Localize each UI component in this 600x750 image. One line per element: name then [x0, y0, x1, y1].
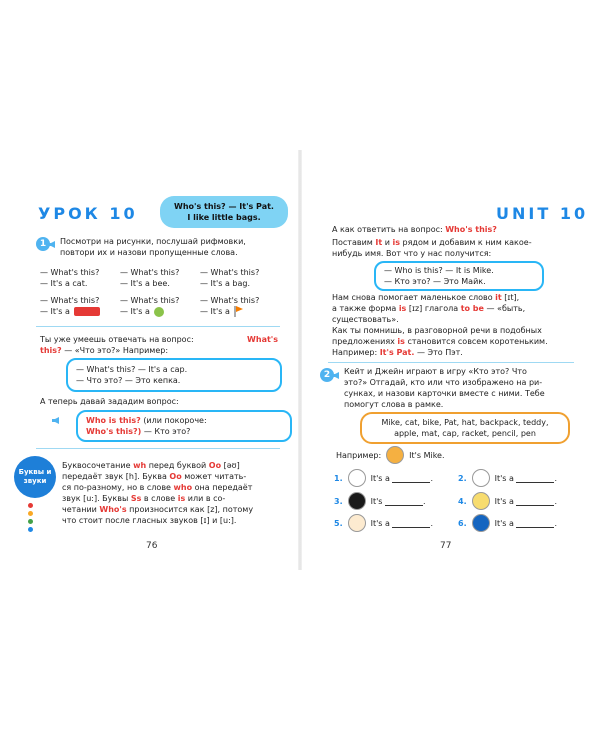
divider [328, 362, 574, 363]
task1-line: Посмотри на рисунки, послушай рифмовки, [60, 237, 246, 246]
text-run: Как ты помнишь, в разговорной речи в подобных [332, 326, 542, 335]
audio-speaker-icon[interactable] [52, 417, 62, 424]
exercise-item-1: 1. It's a . [334, 469, 433, 487]
exercise-item-2: 2. It's a . [458, 469, 557, 487]
red-hat-picture [74, 307, 100, 316]
rhymes-grid [40, 267, 280, 317]
item-picture [472, 469, 490, 487]
answer-blank[interactable] [392, 474, 430, 483]
text-run: звук [u:]. Буквы [62, 494, 131, 503]
highlight-word: Oo [208, 461, 222, 470]
text-run: а также форма [332, 304, 399, 313]
answer-blank[interactable] [516, 519, 554, 528]
rhyme-cell: — What's this? [120, 268, 180, 277]
answer-blank[interactable] [385, 497, 423, 506]
text-run: Буквосочетание [62, 461, 134, 470]
answer-blank[interactable] [392, 519, 430, 528]
text-run: [ɪt], [501, 293, 520, 302]
audio-speaker-icon[interactable] [48, 241, 58, 248]
text-run: что стоит после гласных звуков [ɪ] и [u:]. [62, 516, 237, 525]
text-run: может читать- [181, 472, 247, 481]
text-run: произносится как [z], потому [126, 505, 254, 514]
letters-and-sounds-badge: Буквы и звуки [14, 456, 56, 498]
text-run: предложениях [332, 337, 398, 346]
text-run: или в со- [185, 494, 226, 503]
rhyme-cell: — What's this? [120, 296, 180, 305]
unit-title: UNIT 10 [496, 204, 589, 223]
item-text: It's a [370, 473, 390, 483]
rhyme-cell: — What's this? [40, 296, 100, 305]
rhyme-cell: — It's a [200, 307, 230, 316]
text-run: Поставим [332, 238, 376, 247]
rhyme-cell: — What's this? [200, 296, 260, 305]
text-run: (или покороче: [143, 416, 207, 425]
text-run: Нам снова помогает маленькое слово [332, 293, 496, 302]
item-number: 4. [458, 496, 467, 506]
example-line: — Что это? — Это кепка. [76, 376, 181, 385]
text-run: четании [62, 505, 100, 514]
highlight-word: wh [133, 461, 147, 470]
rhyme-cell: — It's a bee. [120, 279, 170, 288]
text-run: — Это Пэт. [414, 348, 463, 357]
rhyme-cell: — What's this? [40, 268, 100, 277]
divider [36, 326, 280, 327]
item-picture [472, 492, 490, 510]
text-run: рядом и добавим к ним какое- [400, 238, 532, 247]
exercise-item-5: 5. It's a . [334, 514, 433, 532]
highlight-word: this? [40, 346, 62, 355]
item-number: 3. [334, 496, 343, 506]
text-run: становится совсем коротеньким. [404, 337, 548, 346]
paragraph-it-is [332, 237, 570, 259]
text-run: — «быть, [483, 304, 526, 313]
example-answer [336, 446, 445, 464]
item-number: 1. [334, 473, 343, 483]
example-line: — Кто это? — Это Майк. [384, 277, 486, 286]
text-run: It's Mike. [409, 450, 445, 460]
highlight-word: It [375, 238, 383, 247]
item-text: It's a [494, 496, 514, 506]
word-bank-line: Mike, cat, bike, Pat, hat, backpack, teddy, [381, 418, 549, 427]
question-line [332, 224, 497, 235]
item-picture [348, 469, 366, 487]
text-run: [əʊ] [221, 461, 240, 470]
answer-blank[interactable] [516, 497, 554, 506]
highlight-word: is [177, 494, 186, 503]
paragraph-it-word [332, 292, 572, 358]
text-run: в слове [141, 494, 178, 503]
text-run: нибудь имя. Вот что у нас получится: [332, 249, 492, 258]
page-number: 77 [440, 541, 452, 551]
highlight-word: Who is this? [86, 416, 141, 425]
highlight-word: It's Pat. [379, 348, 415, 357]
example-box-whats-this [66, 358, 282, 392]
task1-line: повтори их и назови пропущенные слова. [60, 248, 238, 257]
text-run: Например: [332, 348, 380, 357]
exercise-item-3: 3. It's . [334, 492, 426, 510]
text-run: — Кто это? [143, 427, 191, 436]
task1-instructions [60, 236, 282, 258]
exercise-item-4: 4. It's a . [458, 492, 557, 510]
highlight-word: Who's this?) [86, 427, 142, 436]
highlight-word: is [397, 337, 405, 346]
task-number-badge: 2 [320, 368, 334, 382]
highlight-word: is [398, 304, 407, 313]
flag-picture [234, 306, 244, 317]
text-run: перед буквой [146, 461, 209, 470]
task2-line: сунках, и назови карточки вместе с ними. Тебе [344, 389, 545, 398]
highlight-word: it [495, 293, 502, 302]
paragraph-ask: А теперь давай зададим вопрос: [40, 397, 179, 406]
text-run: она передаёт [192, 483, 253, 492]
example-line: — What's this? — It's a cap. [76, 365, 188, 374]
text-run: Ты уже умеешь отвечать на вопрос: [40, 335, 194, 344]
speech-bubble [160, 196, 288, 228]
lesson-title: УРОК 10 [38, 204, 138, 223]
item-number: 5. [334, 518, 343, 528]
highlight-word: is [392, 238, 400, 247]
text-run: [ɪz] глагола [406, 304, 461, 313]
task2-line: Кейт и Джейн играют в игру «Кто это? Что [344, 367, 527, 376]
decorative-dots [28, 503, 36, 535]
rhyme-cell: — What's this? [200, 268, 260, 277]
highlight-word: What's [247, 335, 278, 344]
highlight-word: Oo [169, 472, 182, 481]
text-run: существовать». [332, 315, 399, 324]
bubble-line-2: I like little bags. [187, 213, 261, 222]
phonics-rule [62, 460, 280, 526]
right-page [300, 0, 600, 750]
item-text: It's a [494, 473, 514, 483]
example-line: — Who is this? — It is Mike. [384, 266, 494, 275]
exercise-item-6: 6. It's a . [458, 514, 557, 532]
item-text: It's a [370, 518, 390, 528]
item-picture [348, 492, 366, 510]
highlight-word: to be [460, 304, 484, 313]
tree-picture [154, 307, 164, 317]
highlight-word: Who's this? [445, 225, 497, 234]
rhyme-cell: — It's a cat. [40, 279, 88, 288]
task2-line: помогут слова в рамке. [344, 400, 444, 409]
example-box-who-is-this [76, 410, 292, 442]
bubble-line-1: Who's this? — It's Pat. [174, 202, 274, 211]
item-picture [472, 514, 490, 532]
highlight-word: Ss [130, 494, 142, 503]
answer-blank[interactable] [516, 474, 554, 483]
task-number-badge: 1 [36, 237, 50, 251]
text-run: и [382, 238, 393, 247]
word-bank-box [360, 412, 570, 444]
audio-speaker-icon[interactable] [332, 372, 342, 379]
rhyme-cell: — It's a bag. [200, 279, 250, 288]
text-run: передаёт звук [h]. Буква [62, 472, 170, 481]
highlight-word: Who's [99, 505, 127, 514]
paragraph-whats-this [40, 334, 278, 356]
text-run: ся по-разному, но в слове [62, 483, 174, 492]
page-number: 76 [146, 541, 158, 551]
rhyme-cell: — It's a [120, 307, 150, 316]
text-run: А как ответить на вопрос: [332, 225, 443, 234]
task2-instructions [344, 366, 572, 410]
word-bank-line: apple, mat, cap, racket, pencil, pen [394, 429, 536, 438]
mike-picture [386, 446, 404, 464]
item-picture [348, 514, 366, 532]
highlight-word: who [173, 483, 193, 492]
item-text: It's [370, 496, 383, 506]
task2-line: это?» Отгадай, кто или что изображено на ри- [344, 378, 543, 387]
example-box-who-is-this [374, 261, 544, 291]
divider [36, 448, 280, 449]
item-number: 2. [458, 473, 467, 483]
text-run: Например: [336, 450, 382, 460]
text-run: — «Что это?» Например: [64, 346, 169, 355]
rhyme-cell: — It's a [40, 307, 70, 316]
item-text: It's a [494, 518, 514, 528]
item-number: 6. [458, 518, 467, 528]
